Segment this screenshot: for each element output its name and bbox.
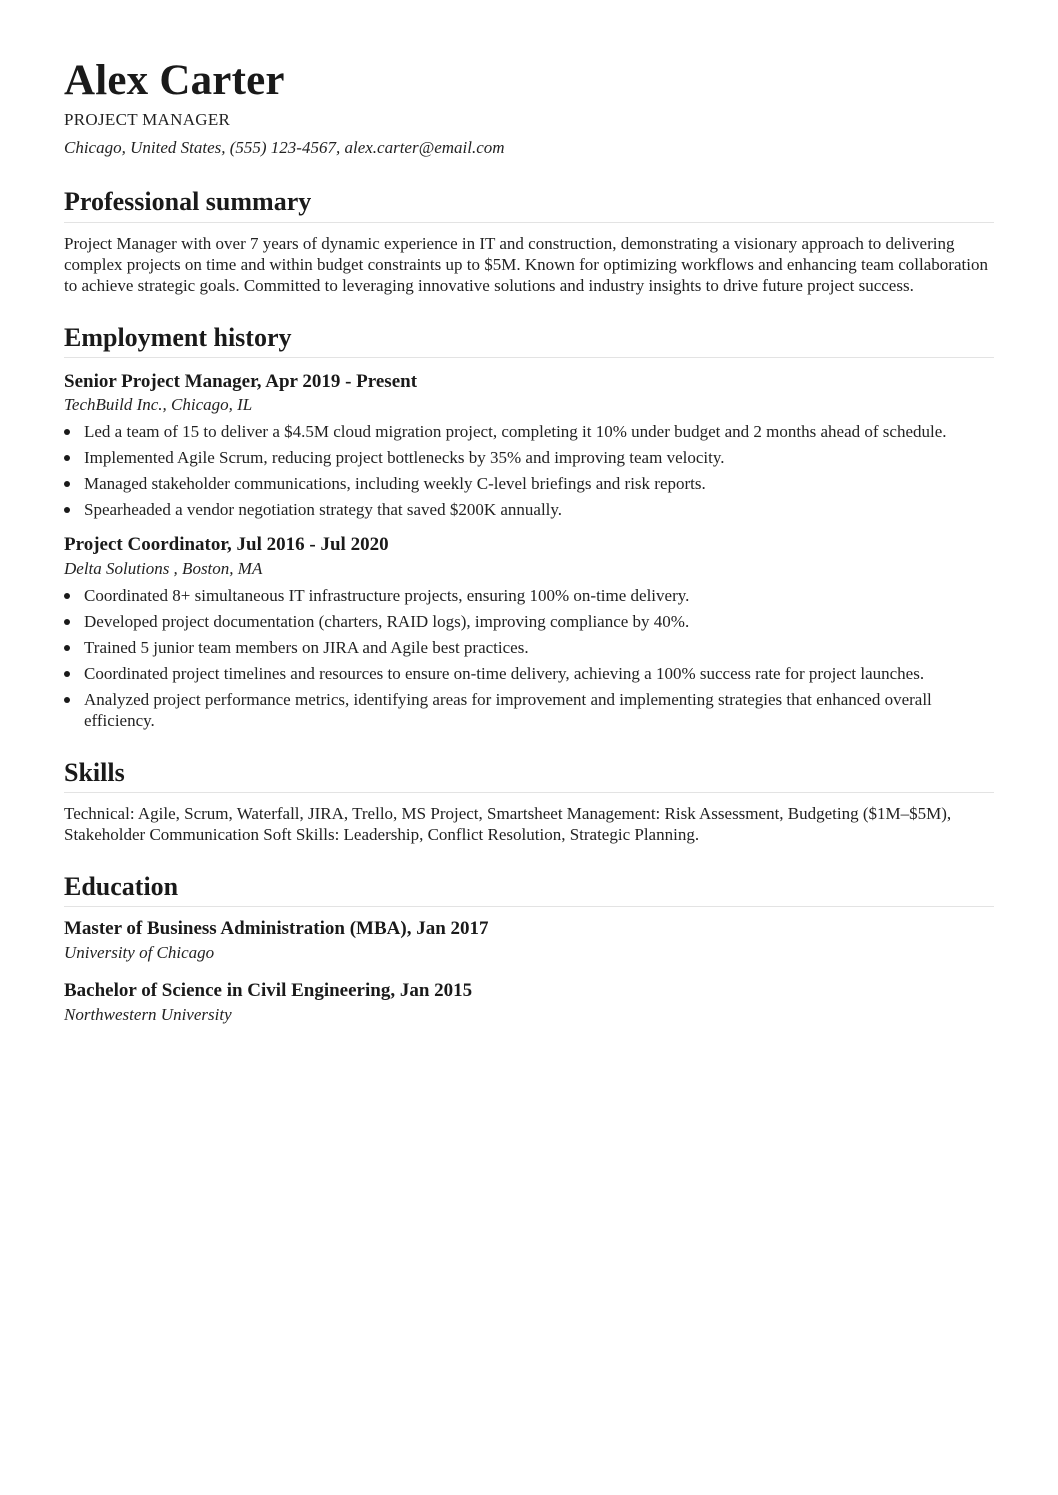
job-bullet-text: Developed project documentation (charters, RAID logs), improving compliance by 40%. <box>84 612 690 632</box>
job-bullet <box>64 421 994 442</box>
job-bullet <box>64 611 994 632</box>
job-bullet <box>64 499 994 520</box>
bullet-icon <box>64 593 70 599</box>
bullet-icon <box>64 645 70 651</box>
bullet-icon <box>64 619 70 625</box>
summary-section <box>64 186 994 295</box>
contact-info: Chicago, United States, (555) 123-4567, alex.carter@email.com <box>64 138 505 158</box>
job-bullet-text: Analyzed project performance metrics, identifying areas for improvement and implementing strategies that enhanced overall efficiency. <box>84 690 932 731</box>
education-heading: Education <box>64 871 994 907</box>
degree-title: Master of Business Administration (MBA), Jan 2017 <box>64 918 489 940</box>
job-bullet-text: Coordinated 8+ simultaneous IT infrastructure projects, ensuring 100% on-time delivery. <box>84 586 690 606</box>
education-section <box>64 871 994 1027</box>
job-title: Senior Project Manager, Apr 2019 - Present <box>64 370 418 392</box>
job-entry <box>64 533 994 731</box>
job-title: Project Coordinator, Jul 2016 - Jul 2020 <box>64 534 389 556</box>
job-bullet <box>64 447 994 468</box>
bullet-icon <box>64 507 70 513</box>
job-bullet <box>64 637 994 658</box>
resume-header <box>64 56 994 160</box>
job-bullet <box>64 473 994 494</box>
school-name: Northwestern University <box>64 1004 232 1024</box>
bullet-icon <box>64 671 70 677</box>
education-entry <box>64 917 994 965</box>
job-bullet-text: Spearheaded a vendor negotiation strategy that saved $200K annually. <box>84 500 563 520</box>
skills-heading: Skills <box>64 757 994 793</box>
job-bullet-text: Managed stakeholder communications, including weekly C-level briefings and risk reports. <box>84 474 706 494</box>
bullet-icon <box>64 481 70 487</box>
bullet-icon <box>64 697 70 703</box>
degree-title: Bachelor of Science in Civil Engineering, Jan 2015 <box>64 980 473 1002</box>
bullet-icon <box>64 455 70 461</box>
job-bullet-text: Trained 5 junior team members on JIRA and Agile best practices. <box>84 638 529 658</box>
candidate-title: PROJECT MANAGER <box>64 110 231 130</box>
job-entry <box>64 370 994 521</box>
job-bullet <box>64 663 994 684</box>
candidate-name: Alex Carter <box>64 57 285 104</box>
skills-section <box>64 757 994 845</box>
job-bullet <box>64 585 994 606</box>
summary-text: Project Manager with over 7 years of dynamic experience in IT and construction, demonstrating a visionary approach to delivering complex projects on time and within budget constraints up to $5M. Known for optimizing workflows and enhancing team collaboration to achieve strategic goals. Committed to leveraging innovative solutions and industry insights to drive future project success. <box>64 233 988 295</box>
job-company: Delta Solutions , Boston, MA <box>64 559 263 579</box>
school-name: University of Chicago <box>64 943 215 963</box>
employment-heading: Employment history <box>64 322 994 358</box>
job-company: TechBuild Inc., Chicago, IL <box>64 395 253 415</box>
summary-heading: Professional summary <box>64 186 994 222</box>
bullet-icon <box>64 429 70 435</box>
job-bullet-text: Implemented Agile Scrum, reducing project bottlenecks by 35% and improving team velocity. <box>84 448 725 468</box>
job-bullets <box>64 421 994 520</box>
skills-text: Technical: Agile, Scrum, Waterfall, JIRA, Trello, MS Project, Smartsheet Management: Risk Assessment, Budgeting ($1M–$5M), Stakeholder Communication Soft Skills: Leadership, Conflict Resolution, Strategic Planning. <box>64 804 952 845</box>
job-bullet-text: Led a team of 15 to deliver a $4.5M cloud migration project, completing it 10% under budget and 2 months ahead of schedule. <box>84 422 947 442</box>
employment-section <box>64 322 994 732</box>
job-bullet <box>64 689 994 731</box>
job-bullet-text: Coordinated project timelines and resources to ensure on-time delivery, achieving a 100% success rate for project launches. <box>84 664 925 684</box>
education-entry <box>64 979 994 1027</box>
job-bullets <box>64 585 994 731</box>
